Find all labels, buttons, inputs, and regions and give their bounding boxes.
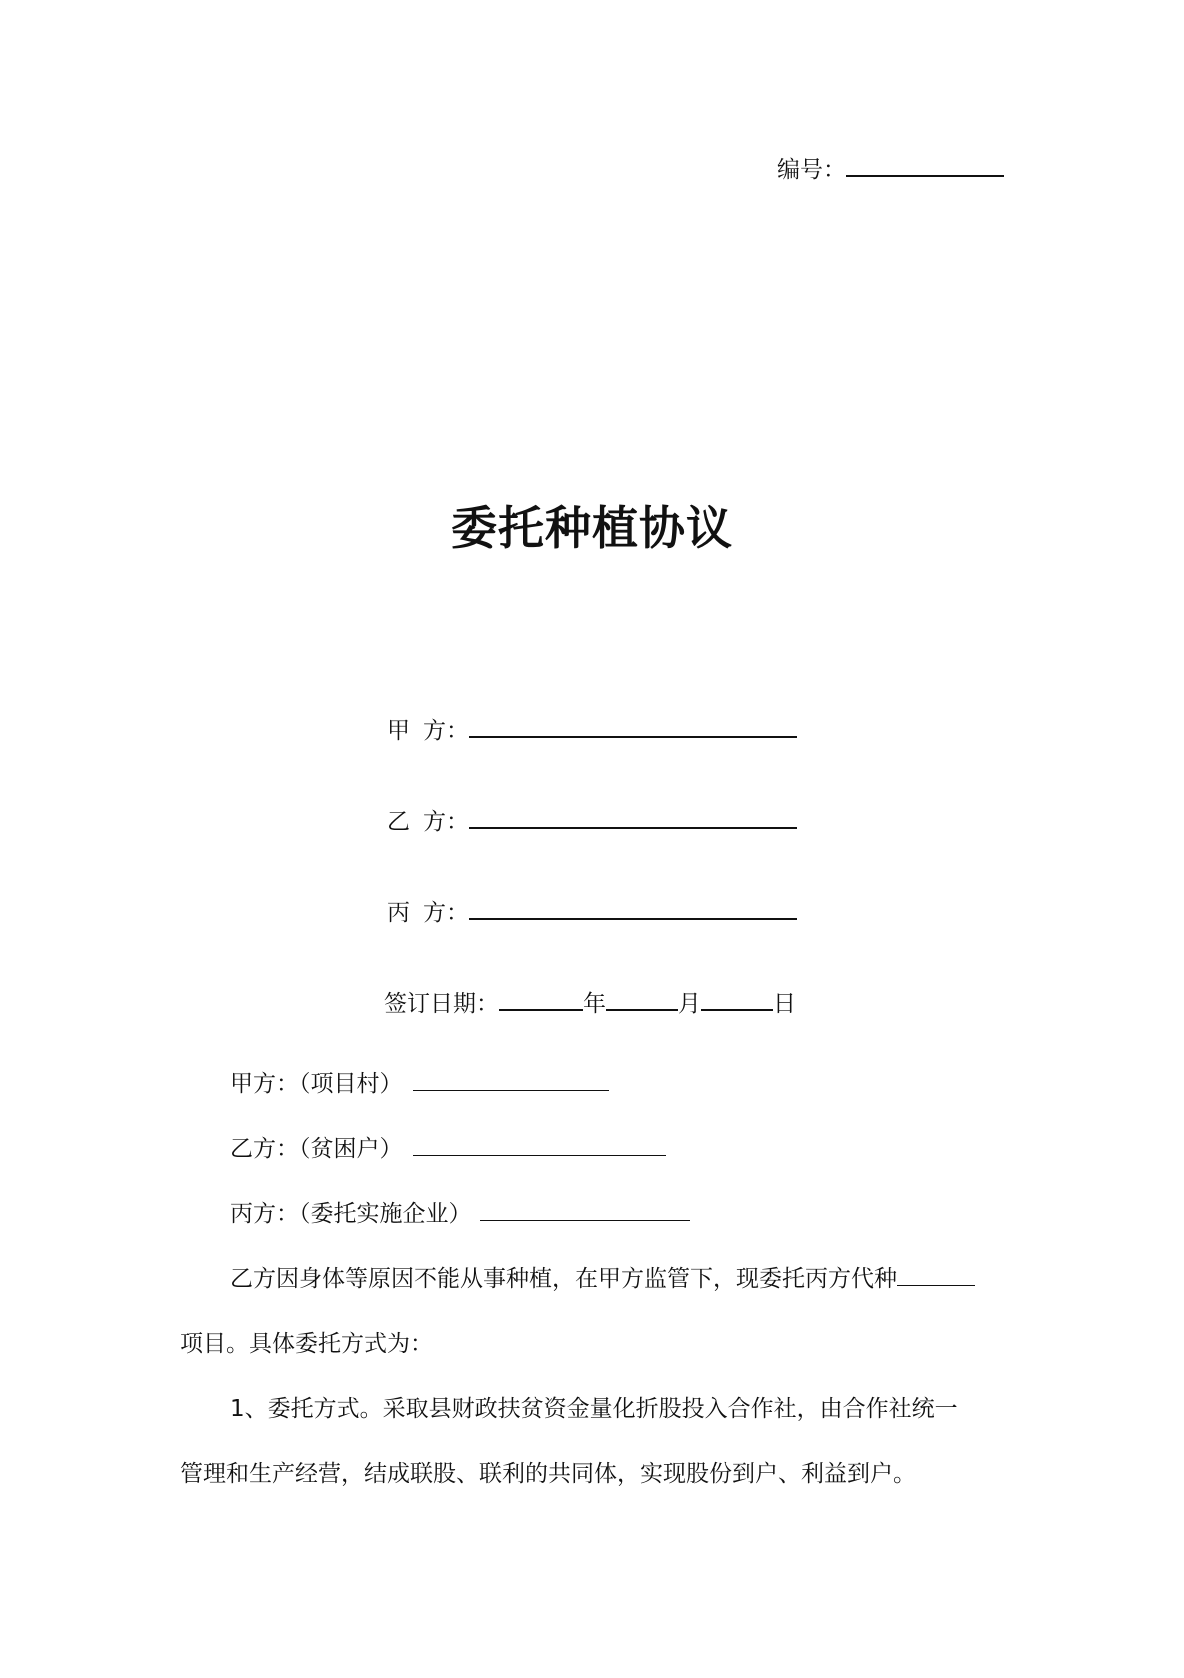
cover-party-b-blank[interactable] [469,805,797,829]
cover-party-c [387,896,797,929]
document-number [777,153,1004,186]
intro-project-blank[interactable] [897,1263,975,1286]
sign-date-day-blank[interactable] [701,987,773,1011]
party-b-label: 乙方：（贫困户） [230,1136,403,1162]
party-a-blank[interactable] [413,1068,609,1091]
party-c-label: 丙方：（委托实施企业） [230,1201,472,1227]
sign-date-label: 签订日期： [384,991,499,1017]
cover-party-a-char: 甲 [387,718,410,744]
party-a-label: 甲方：（项目村） [230,1071,403,1097]
party-c-blank[interactable] [480,1198,690,1221]
intro-paragraph-line2 [180,1328,433,1360]
sign-date-year-blank[interactable] [499,987,583,1011]
cover-party-a-blank[interactable] [469,714,797,738]
sign-date-year-label: 年 [583,991,606,1017]
document-number-blank[interactable] [846,153,1004,177]
party-c-line [230,1198,690,1230]
clause-1-text-2: 管理和生产经营，结成联股、联利的共同体，实现股份到户、利益到户。 [180,1461,916,1487]
sign-date-day-label: 日 [773,991,796,1017]
party-b-blank[interactable] [413,1133,666,1156]
clause-1-text-1: 1、委托方式。采取县财政扶贫资金量化折股投入合作社，由合作社统一 [230,1396,958,1422]
page-title: 委托种植协议 [451,501,733,555]
clause-1-line1 [230,1393,958,1425]
cover-party-b-char: 乙 [387,809,410,835]
sign-date-month-label: 月 [678,991,701,1017]
cover-party-c-char: 丙 [387,900,410,926]
party-b-line [230,1133,666,1165]
cover-party-a [387,714,797,747]
party-a-line [230,1068,609,1100]
intro-paragraph-line1 [230,1263,975,1295]
cover-party-c-blank[interactable] [469,896,797,920]
document-number-label: 编号： [777,157,846,183]
cover-party-b [387,805,797,838]
intro-text-2: 项目。具体委托方式为： [180,1331,433,1357]
sign-date [384,987,796,1020]
cover-party-a-suffix: 方： [423,718,469,744]
cover-party-b-suffix: 方： [423,809,469,835]
intro-text-1: 乙方因身体等原因不能从事种植，在甲方监管下，现委托丙方代种 [230,1266,897,1292]
sign-date-month-blank[interactable] [606,987,678,1011]
cover-party-c-suffix: 方： [423,900,469,926]
clause-1-line2 [180,1458,916,1490]
